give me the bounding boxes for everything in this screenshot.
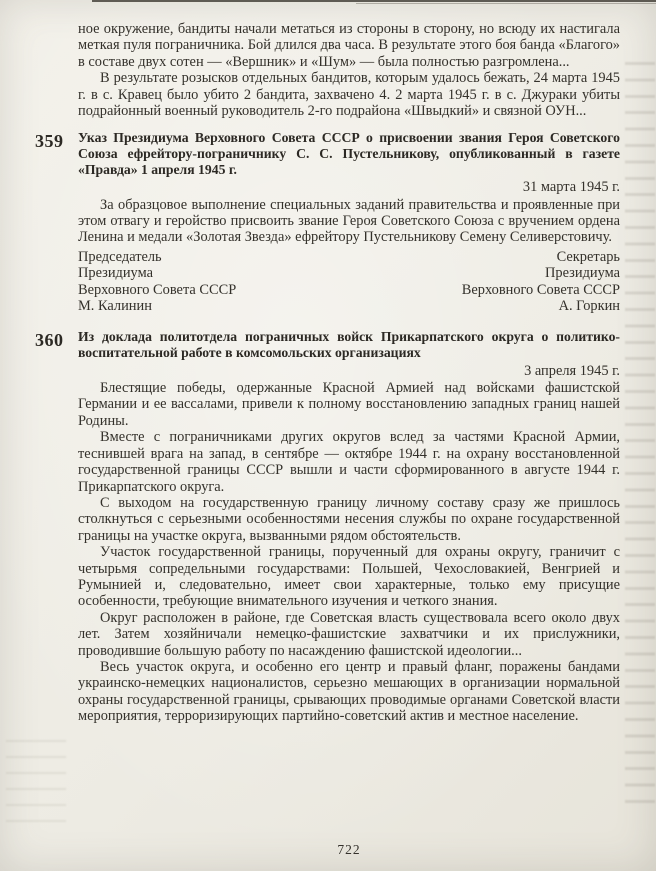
bleed-through-text-bottom-left — [6, 740, 66, 830]
signature-left-column — [78, 249, 236, 315]
entry-date-360: 3 апреля 1945 г. — [524, 362, 620, 379]
entry-paragraph: За образцовое выполнение специальных заданий правительства и проявленные при этом отвагу и геройство присвоить звание Героя Советского Союза с вручением ордена Ленина и медали «Золотая Звезда» ефрейтору Пустельникову Семену Селиверстовичу. — [78, 196, 620, 246]
entry-paragraph: Вместе с пограничниками других округов вслед за частями Красной Армии, теснившей врага на запад, в сентябре — октябре 1944 г. на охрану восстановленной государственной границы СССР вышли и части сформированного в августе 1944 г. Прикарпатского округа. — [78, 429, 620, 495]
signature-line: Президиума — [545, 265, 620, 282]
signature-block — [78, 249, 620, 315]
bleed-through-text-right — [625, 62, 655, 810]
page-content — [35, 21, 620, 725]
signature-right-column — [462, 249, 620, 315]
scan-artifact-top-edge-2 — [356, 3, 656, 4]
entry-heading-359: Указ Президиума Верховного Совета СССР о присвоении звания Героя Советского Союза ефрейтору-пограничнику С. С. Пустельникову, опубликованный в газете «Правда» 1 апреля 1945 г. — [78, 130, 620, 177]
entry-heading-360: Из доклада политотдела пограничных войск Прикарпатского округа о политико-воспитательной работе в комсомольских организациях — [78, 329, 620, 361]
entry-paragraph: Блестящие победы, одержанные Красной Армией над войсками фашистской Германии и ее вассалами, привели к полному восстановлению западных границ нашей Родины. — [78, 380, 620, 429]
entry-number-359: 359 — [35, 131, 64, 152]
document-entry-360 — [35, 329, 620, 725]
intro-paragraph: В результате розысков отдельных бандитов, которым удалось бежать, 24 марта 1945 г. в с. Кравец было убито 2 бандита, захвачено 4. 2 марта 1945 г. в с. Джураки убиты подрайонный военный руководитель 2-го подрайона «Швыдкий» и связной ОУН... — [78, 70, 620, 120]
signature-name: А. Горкин — [558, 298, 620, 315]
entry-paragraph: Участок государственной границы, порученный для охраны округу, граничит с четырьмя сопредельными государствами: Польшей, Чехословакией, Венгрией и Румынией и, следовательно, имеет свои характерные, только ему присущие особенности, требующие внимательного изучения и четкого знания. — [78, 544, 620, 610]
entry-paragraph: Округ расположен в районе, где Советская власть существовала всего около двух лет. Затем хозяйничали немецко-фашистские захватчики и их прислужники, проводившие большую работу по насаждению фашистской идеологии... — [78, 609, 620, 659]
entry-date-359: 31 марта 1945 г. — [522, 179, 620, 196]
page-number: 722 — [337, 842, 361, 857]
signature-name: М. Калинин — [78, 298, 152, 315]
entry-paragraph: С выходом на государственную границу личному составу сразу же пришлось столкнуться с серьезными особенностями несения службы по охране государственной границы на участке округа, вызванными рядом обстоятельств. — [78, 494, 620, 544]
signature-line: Президиума — [78, 265, 153, 282]
signature-line: Секретарь — [556, 248, 620, 265]
signature-line: Верховного Совета СССР — [78, 281, 237, 298]
signature-line: Председатель — [78, 248, 162, 265]
signature-line: Верховного Совета СССР — [461, 281, 620, 298]
scan-artifact-top-edge — [92, 0, 656, 2]
entry-paragraph: Весь участок округа, и особенно его центр и правый фланг, поражены бандами украинско-немецких националистов, серьезно мешающих в организации нормальной охраны государственной границы, срывающих проводимые органами Советской власти мероприятия, терроризирующих партийно-советский актив и местное население. — [78, 658, 620, 725]
intro-paragraph-continuation: ное окружение, бандиты начали метаться из стороны в сторону, но всюду их настигала меткая пуля пограничника. Бой длился два часа. В результате этого боя банда «Благого» в составе двух сотен — «Вершник» и «Шум» — была полностью разгромлена... — [78, 21, 620, 70]
entry-number-360: 360 — [35, 330, 64, 351]
document-entry-359 — [35, 130, 620, 315]
